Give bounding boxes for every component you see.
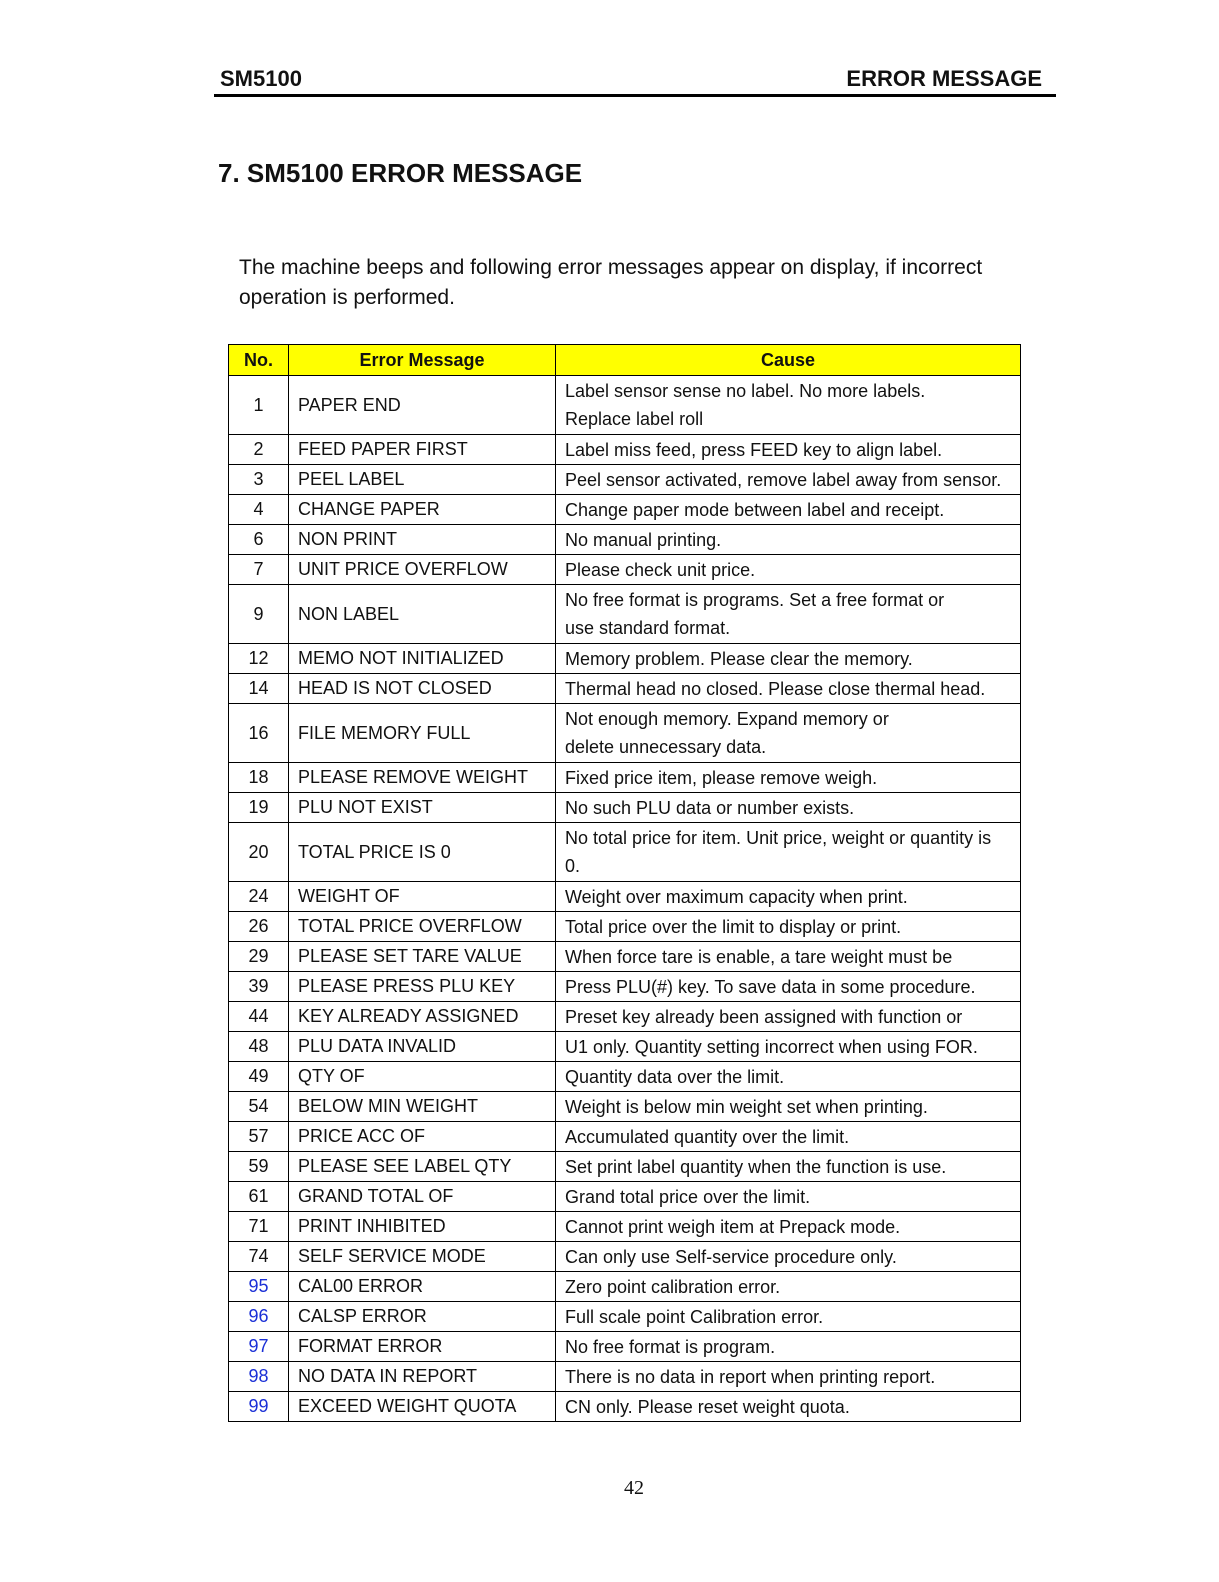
table-row — [229, 912, 1021, 942]
error-number: 61 — [229, 1182, 289, 1212]
error-message-table — [228, 344, 1021, 1422]
table-row — [229, 942, 1021, 972]
error-message: PAPER END — [289, 376, 556, 435]
error-cause: Peel sensor activated, remove label away from sensor. — [556, 465, 1021, 495]
table-row — [229, 1242, 1021, 1272]
table-row — [229, 1182, 1021, 1212]
table-row — [229, 1062, 1021, 1092]
error-number: 3 — [229, 465, 289, 495]
error-number: 49 — [229, 1062, 289, 1092]
table-row — [229, 585, 1021, 644]
error-message: CALSP ERROR — [289, 1302, 556, 1332]
error-message: PLEASE SEE LABEL QTY — [289, 1152, 556, 1182]
error-cause: Press PLU(#) key. To save data in some procedure. — [556, 972, 1021, 1002]
table-header-row — [229, 345, 1021, 376]
table-row — [229, 823, 1021, 882]
error-number: 24 — [229, 882, 289, 912]
page-title: 7. SM5100 ERROR MESSAGE — [218, 158, 583, 188]
error-number: 16 — [229, 704, 289, 763]
error-cause: No such PLU data or number exists. — [556, 793, 1021, 823]
error-number: 18 — [229, 763, 289, 793]
table-row — [229, 793, 1021, 823]
header-section: ERROR MESSAGE — [846, 66, 1042, 91]
table-row — [229, 495, 1021, 525]
table-row — [229, 376, 1021, 435]
error-message: FEED PAPER FIRST — [289, 435, 556, 465]
error-number: 95 — [229, 1272, 289, 1302]
error-message: KEY ALREADY ASSIGNED — [289, 1002, 556, 1032]
error-message: NON PRINT — [289, 525, 556, 555]
error-cause: Not enough memory. Expand memory or delete unnecessary data. — [556, 704, 1021, 763]
table-row — [229, 1302, 1021, 1332]
table-row — [229, 882, 1021, 912]
error-number: 57 — [229, 1122, 289, 1152]
table-row — [229, 674, 1021, 704]
error-number: 39 — [229, 972, 289, 1002]
column-header-cause: Cause — [556, 345, 1021, 376]
error-cause: Label miss feed, press FEED key to align label. — [556, 435, 1021, 465]
error-message: MEMO NOT INITIALIZED — [289, 644, 556, 674]
column-header-no: No. — [229, 345, 289, 376]
error-cause: There is no data in report when printing report. — [556, 1362, 1021, 1392]
error-message: CAL00 ERROR — [289, 1272, 556, 1302]
error-message: FORMAT ERROR — [289, 1332, 556, 1362]
error-number: 7 — [229, 555, 289, 585]
error-cause: Grand total price over the limit. — [556, 1182, 1021, 1212]
error-number: 54 — [229, 1092, 289, 1122]
error-cause: Cannot print weigh item at Prepack mode. — [556, 1212, 1021, 1242]
error-message: HEAD IS NOT CLOSED — [289, 674, 556, 704]
table-row — [229, 1212, 1021, 1242]
table-row — [229, 525, 1021, 555]
error-cause: CN only. Please reset weight quota. — [556, 1392, 1021, 1422]
table-row — [229, 1362, 1021, 1392]
column-header-error-message: Error Message — [289, 345, 556, 376]
error-message: EXCEED WEIGHT QUOTA — [289, 1392, 556, 1422]
error-cause: Label sensor sense no label. No more labels. Replace label roll — [556, 376, 1021, 435]
error-cause: Set print label quantity when the function is use. — [556, 1152, 1021, 1182]
error-message: TOTAL PRICE IS 0 — [289, 823, 556, 882]
page-number: 42 — [624, 1477, 644, 1499]
error-message: QTY OF — [289, 1062, 556, 1092]
error-cause: Preset key already been assigned with function or — [556, 1002, 1021, 1032]
error-message: WEIGHT OF — [289, 882, 556, 912]
error-cause: No free format is programs. Set a free format or use standard format. — [556, 585, 1021, 644]
error-number: 6 — [229, 525, 289, 555]
table-row — [229, 972, 1021, 1002]
error-number: 12 — [229, 644, 289, 674]
error-message: PLEASE SET TARE VALUE — [289, 942, 556, 972]
table-row — [229, 465, 1021, 495]
error-message: PLU NOT EXIST — [289, 793, 556, 823]
table-row — [229, 704, 1021, 763]
header-model: SM5100 — [220, 66, 302, 91]
error-cause: No total price for item. Unit price, weight or quantity is 0. — [556, 823, 1021, 882]
error-message: GRAND TOTAL OF — [289, 1182, 556, 1212]
error-message: CHANGE PAPER — [289, 495, 556, 525]
error-cause: Weight over maximum capacity when print. — [556, 882, 1021, 912]
error-cause: Quantity data over the limit. — [556, 1062, 1021, 1092]
intro-paragraph: The machine beeps and following error messages appear on display, if incorrect operation is performed. — [239, 256, 983, 309]
table-row — [229, 555, 1021, 585]
error-message: PRINT INHIBITED — [289, 1212, 556, 1242]
error-number: 97 — [229, 1332, 289, 1362]
error-number: 59 — [229, 1152, 289, 1182]
error-number: 20 — [229, 823, 289, 882]
table-row — [229, 644, 1021, 674]
error-message: PLEASE REMOVE WEIGHT — [289, 763, 556, 793]
error-message: SELF SERVICE MODE — [289, 1242, 556, 1272]
error-message: PLU DATA INVALID — [289, 1032, 556, 1062]
error-number: 99 — [229, 1392, 289, 1422]
table-row — [229, 435, 1021, 465]
table-row — [229, 1032, 1021, 1062]
error-message: NON LABEL — [289, 585, 556, 644]
error-message: NO DATA IN REPORT — [289, 1362, 556, 1392]
error-number: 29 — [229, 942, 289, 972]
error-cause: Memory problem. Please clear the memory. — [556, 644, 1021, 674]
page-header — [214, 66, 1056, 97]
error-number: 4 — [229, 495, 289, 525]
error-message: FILE MEMORY FULL — [289, 704, 556, 763]
table-row — [229, 1002, 1021, 1032]
table-row — [229, 1392, 1021, 1422]
table-row — [229, 763, 1021, 793]
error-cause: When force tare is enable, a tare weight must be — [556, 942, 1021, 972]
error-cause: Zero point calibration error. — [556, 1272, 1021, 1302]
error-cause: Total price over the limit to display or print. — [556, 912, 1021, 942]
error-number: 19 — [229, 793, 289, 823]
error-number: 98 — [229, 1362, 289, 1392]
error-message: PLEASE PRESS PLU KEY — [289, 972, 556, 1002]
table-row — [229, 1272, 1021, 1302]
error-cause: U1 only. Quantity setting incorrect when using FOR. — [556, 1032, 1021, 1062]
error-number: 26 — [229, 912, 289, 942]
error-message: UNIT PRICE OVERFLOW — [289, 555, 556, 585]
error-message: TOTAL PRICE OVERFLOW — [289, 912, 556, 942]
error-cause: No manual printing. — [556, 525, 1021, 555]
error-number: 44 — [229, 1002, 289, 1032]
error-message: PRICE ACC OF — [289, 1122, 556, 1152]
error-cause: Can only use Self-service procedure only. — [556, 1242, 1021, 1272]
error-number: 14 — [229, 674, 289, 704]
error-number: 2 — [229, 435, 289, 465]
error-cause: Accumulated quantity over the limit. — [556, 1122, 1021, 1152]
error-cause: Weight is below min weight set when printing. — [556, 1092, 1021, 1122]
error-cause: Change paper mode between label and receipt. — [556, 495, 1021, 525]
error-message: PEEL LABEL — [289, 465, 556, 495]
error-message: BELOW MIN WEIGHT — [289, 1092, 556, 1122]
error-number: 71 — [229, 1212, 289, 1242]
error-number: 48 — [229, 1032, 289, 1062]
error-cause: Thermal head no closed. Please close thermal head. — [556, 674, 1021, 704]
error-cause: Please check unit price. — [556, 555, 1021, 585]
error-cause: No free format is program. — [556, 1332, 1021, 1362]
error-number: 96 — [229, 1302, 289, 1332]
error-number: 9 — [229, 585, 289, 644]
table-row — [229, 1122, 1021, 1152]
error-number: 74 — [229, 1242, 289, 1272]
table-row — [229, 1332, 1021, 1362]
error-cause: Fixed price item, please remove weigh. — [556, 763, 1021, 793]
error-number: 1 — [229, 376, 289, 435]
table-row — [229, 1092, 1021, 1122]
error-cause: Full scale point Calibration error. — [556, 1302, 1021, 1332]
table-row — [229, 1152, 1021, 1182]
